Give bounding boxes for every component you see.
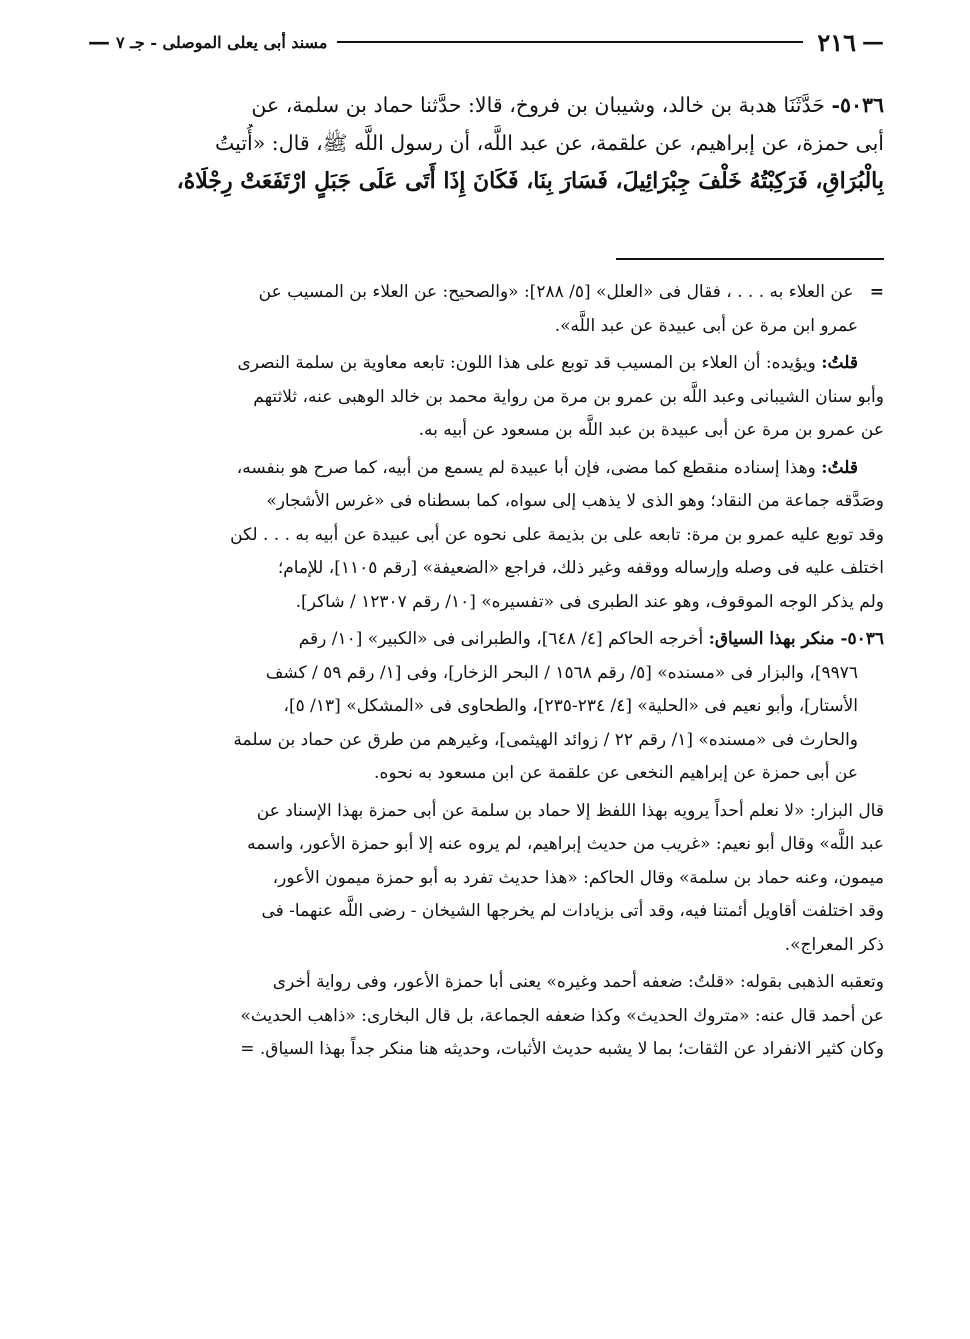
hadith-line-2: أبى حمزة، عن إبراهيم، عن علقمة، عن عبد اللَّه، أن رسول اللَّه ﷺ، قال: «أُتيتُ <box>215 131 884 155</box>
book-title: مسند أبى يعلى الموصلى - جـ ٧ <box>116 32 328 52</box>
footnote-paragraph: = عن العلاء به . . . ، فقال فى «العلل» [٥/ ٢٨٨]: «والصحيح: عن العلاء بن المسيب عن عمرو ابن مرة عن أبى عبيدة عن عبد اللَّه». <box>258 282 884 336</box>
note-keyword: قلتُ: <box>821 353 858 373</box>
header-rule <box>337 41 803 43</box>
footnote-separator <box>616 258 884 260</box>
hadith-number: ٥٠٣٦- <box>831 93 884 117</box>
footnotes <box>86 276 884 1071</box>
page-number: ٢١٦ <box>817 27 856 57</box>
footnote-paragraph: قلتُ: ويؤيده: أن العلاء بن المسيب قد توبع على هذا اللون: تابعه معاوية بن سلمة النصرى وأبو سنان الشيبانى وعبد اللَّه بن عمرو بن مرة من رواية محمد بن خالد الوهبى عنه، ثلاثتهم عن عمرو بن مرة عن أبى عبيدة بن عبد اللَّه بن مسعود عن أبيه به. <box>237 353 884 440</box>
footnote-paragraph: ٥٠٣٦- منكر بهذا السياق: أخرجه الحاكم [٤/ ٦٤٨]، والطبرانى فى «الكبير» [١٠/ رقم ٩٩٧٦]، والبزار فى «مسنده» [٥/ رقم ١٥٦٨ / البحر الزخار]، وفى [١/ رقم ٥٩ / كشف الأستار]، وأبو نعيم فى «الحلية» [٤/ ٢٣٤-٢٣٥]، والطحاوى فى «المشكل» [١٣/ ٥]، والحارث فى «مسنده» [١/ رقم ٢٢ / زوائد الهيثمى]، وغيرهم من طرق عن حماد بن سلمة عن أبى حمزة عن إبراهيم النخعى عن علقمة عن ابن مسعود به نحوه. <box>233 629 884 783</box>
takhrij-heading: ٥٠٣٦- منكر بهذا السياق: <box>708 629 884 649</box>
footnote-paragraph: قلتُ: وهذا إسناده منقطع كما مضى، فإن أبا عبيدة لم يسمع من أبيه، كما صرح هو بنفسه، وصَدَّقه جماعة من النقاد؛ وهو الذى لا يذهب إلى سواه، كما بسطناه فى «غرس الأشجار» وقد توبع عليه عمرو بن مرة: تابعه على بن بذيمة على نحوه عن أبى عبيدة عن أبيه به . . . لكن اختلف عليه فى وصله وإرساله ووقفه وغير ذلك، فراجع «الضعيفة» [رقم ١١٠٥]، للإمام؛ ولم يذكر الوجه الموقوف، وهو عند الطبرى فى «تفسيره» [١٠/ رقم ١٢٣٠٧ / شاكر]. <box>230 457 884 612</box>
hadith-text <box>86 86 884 200</box>
footnote-paragraph: قال البزار: «لا نعلم أحداً يرويه بهذا اللفظ إلا حماد بن سلمة عن أبى حمزة بهذا الإسناد عن عبد اللَّه» وقال أبو نعيم: «غريب من حديث إبراهيم، لم يروه عنه إلا أبو حمزة الأعور، واسمه ميمون، وعنه حماد بن سلمة» وقال الحاكم: «هذا حديث تفرد به أبو حمزة ميمون الأعور، وقد اختلفت أقاويل أئمتنا فيه، وقد أتى بزيادات لم يخرجها الشيخان - رضى اللَّه عنهما- فى ذكر المعراج». <box>247 800 884 955</box>
hadith-line-1: ٥٠٣٦- حَدَّثَنَا هدبة بن خالد، وشيبان بن فروخ، قالا: حدَّثنا حماد بن سلمة، عن <box>251 93 884 117</box>
page-header: — ٢١٦ مسند أبى يعلى الموصلى - جـ ٧ — <box>88 27 884 57</box>
footnote-paragraph: وتعقبه الذهبى بقوله: «قلتُ: ضعفه أحمد وغيره» يعنى أبا حمزة الأعور، وفى رواية أخرى عن أحمد قال عنه: «متروك الحديث» وكذا ضعفه الجماعة، بل قال البخارى: «ذاهب الحديث» وكان كثير الانفراد عن الثقات؛ بما لا يشبه حديث الأثبات، وحديثه هنا منكر جداً بهذا السياق. = <box>240 972 884 1059</box>
continuation-marker: = <box>869 282 884 302</box>
note-keyword: قلتُ: <box>821 457 858 478</box>
hadith-line-3: بِالْبُرَاقِ، فَرَكِبْتُهُ خَلْفَ جِبْرَائِيلَ، فَسَارَ بِنَا، فَكَانَ إِذَا أَتَى عَلَى جَبَلٍ ارْتَفَعَتْ رِجْلَاهُ، <box>176 168 884 194</box>
